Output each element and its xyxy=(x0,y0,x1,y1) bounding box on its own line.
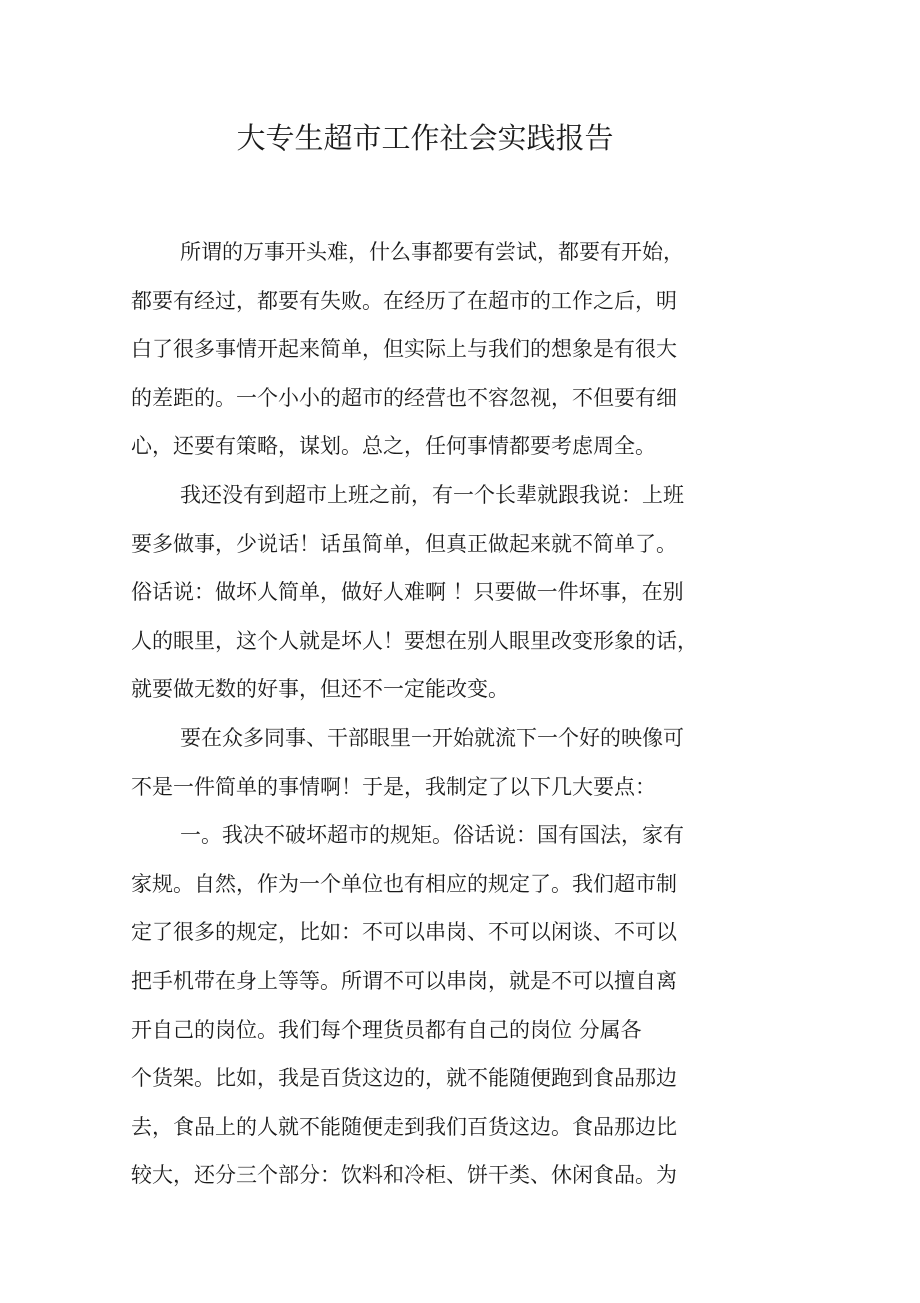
text-line: 俗话说：做坏人简单，做好人难啊 ！只要做一件坏事，在别 xyxy=(131,580,684,605)
text-line: 开自己的岗位。我们每个理货员都有自己的岗位 分属各 xyxy=(131,1017,642,1042)
text-line: 家规。自然，作为一个单位也有相应的规定了。我们超市制 xyxy=(131,871,677,896)
text-line: 都要有经过，都要有失败。在经历了在超市的工作之后，明 xyxy=(131,288,677,313)
text-line: 一。我决不破坏超市的规矩。俗话说：国有国法，家有 xyxy=(180,823,684,848)
text-line: 的差距的。一个小小的超市的经营也不容忽视，不但要有细 xyxy=(131,385,677,410)
text-line: 定了很多的规定，比如：不可以串岗、不可以闲谈、不可以 xyxy=(131,920,677,945)
text-line: 要在众多同事、干部眼里一开始就流下一个好的映像可 xyxy=(180,725,684,750)
text-line: 就要做无数的好事，但还不一定能改变。 xyxy=(131,677,509,702)
text-line: 把手机带在身上等等。所谓不可以串岗，就是不可以擅自离 xyxy=(131,968,677,993)
document-body xyxy=(131,228,731,1200)
text-line: 个货架。比如，我是百货这边的，就不能随便跑到食品那边 xyxy=(131,1066,677,1091)
text-line: 心，还要有策略，谋划。总之，任何事情都要考虑周全。 xyxy=(131,434,656,459)
text-line: 较大，还分三个部分：饮料和冷柜、饼干类、休闲食品。为 xyxy=(131,1163,677,1188)
text-line: 人的眼里，这个人就是坏人！要想在别人眼里改变形象的话， xyxy=(131,628,698,653)
text-line: 不是一件简单的事情啊！于是，我制定了以下几大要点： xyxy=(131,774,656,799)
text-line: 我还没有到超市上班之前，有一个长辈就跟我说：上班 xyxy=(180,482,684,507)
text-line: 白了很多事情开起来简单，但实际上与我们的想象是有很大 xyxy=(131,337,677,362)
document-title: 大专生超市工作社会实践报告 xyxy=(236,121,614,155)
text-line: 要多做事，少说话！话虽简单，但真正做起来就不简单了。 xyxy=(131,531,677,556)
text-line: 去，食品上的人就不能随便走到我们百货这边。食品那边比 xyxy=(131,1114,677,1139)
text-line: 所谓的万事开头难，什么事都要有尝试，都要有开始， xyxy=(180,240,684,264)
